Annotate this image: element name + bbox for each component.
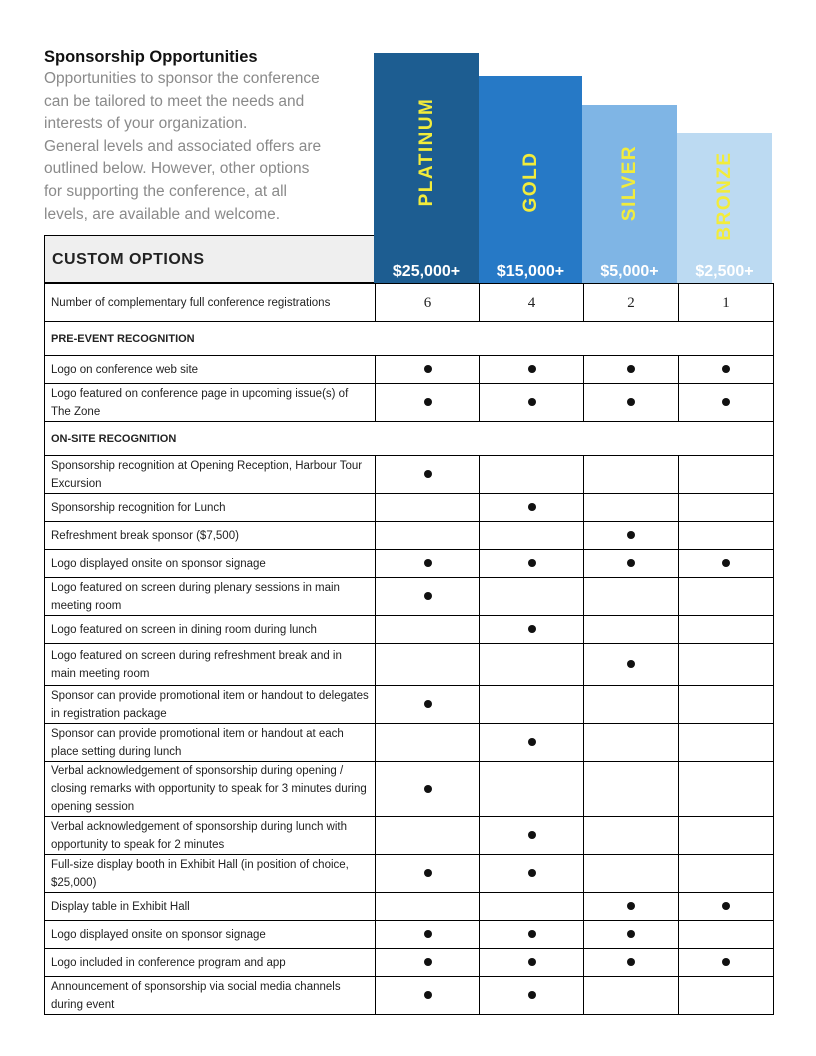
table-row: [45, 724, 774, 762]
registration-count: 2: [584, 284, 679, 322]
intro-line: for supporting the conference, at all: [44, 182, 287, 200]
tier-gold-cell: [480, 356, 584, 384]
tier-silver-cell: [584, 686, 679, 724]
included-bullet-icon: [528, 559, 536, 567]
tier-platinum-cell: [376, 762, 480, 817]
included-bullet-icon: [528, 625, 536, 633]
tier-price: $5,000+: [600, 263, 659, 280]
row-label: Logo featured on screen during plenary sessions in main meeting room: [45, 578, 376, 616]
table-row: [45, 356, 774, 384]
tier-silver-cell: [584, 921, 679, 949]
row-label: Full-size display booth in Exhibit Hall (in position of choice, $25,000): [45, 855, 376, 893]
row-label: Logo displayed onsite on sponsor signage: [45, 921, 376, 949]
row-label: Sponsorship recognition for Lunch: [45, 494, 376, 522]
tier-gold-cell: [480, 578, 584, 616]
row-label: Logo displayed onsite on sponsor signage: [45, 550, 376, 578]
tier-silver-cell: [584, 456, 679, 494]
tier-bronze-cell: [679, 456, 774, 494]
tier-gold-cell: [480, 384, 584, 422]
registration-count: 6: [376, 284, 480, 322]
tier-platinum-cell: [376, 644, 480, 686]
tier-bronze-cell: [679, 356, 774, 384]
included-bullet-icon: [627, 902, 635, 910]
page-title: Sponsorship Opportunities: [44, 48, 258, 66]
row-label: Logo featured on screen in dining room during lunch: [45, 616, 376, 644]
table-row: [45, 977, 774, 1015]
included-bullet-icon: [528, 398, 536, 406]
tier-platinum-cell: [376, 949, 480, 977]
included-bullet-icon: [424, 869, 432, 877]
custom-options-title: CUSTOM OPTIONS: [52, 251, 205, 268]
tier-gold-cell: [480, 724, 584, 762]
included-bullet-icon: [722, 902, 730, 910]
tier-platinum-cell: [376, 456, 480, 494]
row-label: Announcement of sponsorship via social media channels during event: [45, 977, 376, 1015]
table-row: [45, 456, 774, 494]
tier-bronze-cell: [679, 616, 774, 644]
included-bullet-icon: [627, 531, 635, 539]
row-label: Number of complementary full conference registrations: [45, 284, 376, 322]
tier-gold-cell: [480, 522, 584, 550]
tier-gold-cell: [480, 494, 584, 522]
tier-silver-cell: [584, 578, 679, 616]
included-bullet-icon: [424, 930, 432, 938]
row-label: Sponsorship recognition at Opening Reception, Harbour Tour Excursion: [45, 456, 376, 494]
tier-platinum-cell: [376, 855, 480, 893]
row-label: Logo featured on screen during refreshment break and in main meeting room: [45, 644, 376, 686]
row-label: Refreshment break sponsor ($7,500): [45, 522, 376, 550]
tier-silver-cell: [584, 616, 679, 644]
intro-line: levels, are available and welcome.: [44, 205, 281, 223]
included-bullet-icon: [627, 365, 635, 373]
custom-options-header: [44, 235, 374, 283]
tier-silver-cell: [584, 384, 679, 422]
tier-silver-cell: [584, 550, 679, 578]
included-bullet-icon: [528, 738, 536, 746]
registration-count: 1: [679, 284, 774, 322]
tier-bronze-cell: [679, 855, 774, 893]
included-bullet-icon: [424, 958, 432, 966]
row-label: Sponsor can provide promotional item or handout at each place setting during lunch: [45, 724, 376, 762]
sponsorship-table-body: [45, 284, 774, 1015]
tier-gold-cell: [480, 616, 584, 644]
section-title: PRE-EVENT RECOGNITION: [45, 322, 774, 356]
tier-silver-cell: [584, 644, 679, 686]
tier-gold-cell: [480, 921, 584, 949]
tier-platinum-cell: [376, 356, 480, 384]
intro-line: Opportunities to sponsor the conference: [44, 70, 320, 87]
included-bullet-icon: [424, 470, 432, 478]
table-row: [45, 762, 774, 817]
tier-bronze-cell: [679, 724, 774, 762]
included-bullet-icon: [722, 559, 730, 567]
tier-silver-header: [582, 105, 677, 284]
table-row: [45, 644, 774, 686]
tier-platinum-cell: [376, 893, 480, 921]
tier-silver-cell: [584, 356, 679, 384]
tier-bronze-cell: [679, 494, 774, 522]
section-header-row: [45, 322, 774, 356]
table-row: [45, 817, 774, 855]
tier-bronze-cell: [679, 550, 774, 578]
table-row: [45, 550, 774, 578]
intro-block: [44, 46, 374, 226]
tier-name: BRONZE: [713, 151, 735, 241]
tier-bronze-cell: [679, 921, 774, 949]
included-bullet-icon: [528, 831, 536, 839]
sponsorship-table: [44, 283, 774, 1015]
included-bullet-icon: [627, 398, 635, 406]
row-label: Verbal acknowledgement of sponsorship during lunch with opportunity to speak for 2 minutes: [45, 817, 376, 855]
included-bullet-icon: [528, 991, 536, 999]
table-row: [45, 686, 774, 724]
tier-gold-cell: [480, 949, 584, 977]
row-label: Logo included in conference program and app: [45, 949, 376, 977]
tier-gold-cell: [480, 550, 584, 578]
tier-platinum-cell: [376, 686, 480, 724]
table-row: [45, 855, 774, 893]
section-title: ON-SITE RECOGNITION: [45, 422, 774, 456]
table-row: [45, 616, 774, 644]
tier-gold-cell: [480, 855, 584, 893]
tier-gold-header: [479, 76, 582, 284]
tier-platinum-cell: [376, 578, 480, 616]
included-bullet-icon: [722, 958, 730, 966]
included-bullet-icon: [424, 592, 432, 600]
included-bullet-icon: [528, 930, 536, 938]
tier-bronze-cell: [679, 644, 774, 686]
included-bullet-icon: [424, 559, 432, 567]
included-bullet-icon: [424, 365, 432, 373]
tier-platinum-cell: [376, 494, 480, 522]
tier-silver-cell: [584, 949, 679, 977]
table-row: [45, 384, 774, 422]
intro-line: interests of your organization.: [44, 115, 248, 133]
included-bullet-icon: [722, 398, 730, 406]
included-bullet-icon: [528, 503, 536, 511]
tier-name: SILVER: [618, 144, 640, 222]
table-row: [45, 921, 774, 949]
tier-platinum-header: [374, 53, 479, 284]
tier-silver-cell: [584, 762, 679, 817]
table-row: [45, 893, 774, 921]
tier-silver-cell: [584, 817, 679, 855]
intro-line: can be tailored to meet the needs and: [44, 92, 305, 110]
intro-line: General levels and associated offers are: [44, 137, 322, 155]
tier-platinum-cell: [376, 817, 480, 855]
included-bullet-icon: [424, 991, 432, 999]
included-bullet-icon: [528, 958, 536, 966]
tier-silver-cell: [584, 977, 679, 1015]
tier-platinum-cell: [376, 616, 480, 644]
tier-gold-cell: [480, 977, 584, 1015]
tier-bronze-cell: [679, 522, 774, 550]
tier-gold-cell: [480, 893, 584, 921]
included-bullet-icon: [424, 398, 432, 406]
tier-price: $25,000+: [392, 263, 461, 280]
tier-gold-cell: [480, 762, 584, 817]
tier-price: $15,000+: [496, 263, 565, 280]
tier-gold-cell: [480, 644, 584, 686]
table-row: [45, 494, 774, 522]
included-bullet-icon: [424, 700, 432, 708]
tier-platinum-cell: [376, 550, 480, 578]
tier-bronze-cell: [679, 817, 774, 855]
row-label: Logo on conference web site: [45, 356, 376, 384]
tier-gold-cell: [480, 686, 584, 724]
table-row: [45, 949, 774, 977]
row-label: Sponsor can provide promotional item or handout to delegates in registration package: [45, 686, 376, 724]
tier-silver-cell: [584, 893, 679, 921]
included-bullet-icon: [627, 660, 635, 668]
intro-line: outlined below. However, other options: [44, 160, 310, 178]
tier-bronze-cell: [679, 949, 774, 977]
row-label: Display table in Exhibit Hall: [45, 893, 376, 921]
included-bullet-icon: [627, 930, 635, 938]
tier-bronze-cell: [679, 578, 774, 616]
tier-platinum-cell: [376, 921, 480, 949]
tier-gold-cell: [480, 817, 584, 855]
row-label: Logo featured on conference page in upcoming issue(s) of The Zone: [45, 384, 376, 422]
tier-name: PLATINUM: [415, 97, 437, 207]
tier-bronze-cell: [679, 686, 774, 724]
tier-silver-cell: [584, 855, 679, 893]
section-header-row: [45, 422, 774, 456]
included-bullet-icon: [528, 365, 536, 373]
tier-price: $2,500+: [695, 263, 754, 280]
included-bullet-icon: [424, 785, 432, 793]
table-row: [45, 578, 774, 616]
row-label: Verbal acknowledgement of sponsorship during opening / closing remarks with opportunity to speak for 3 minutes during opening session: [45, 762, 376, 817]
table-row: [45, 522, 774, 550]
tier-name: GOLD: [519, 151, 541, 213]
tier-gold-cell: [480, 456, 584, 494]
tier-platinum-cell: [376, 724, 480, 762]
table-row: [45, 284, 774, 322]
tier-platinum-cell: [376, 522, 480, 550]
tier-bronze-header: [677, 133, 772, 284]
tier-bronze-cell: [679, 977, 774, 1015]
tier-bronze-cell: [679, 893, 774, 921]
tier-platinum-cell: [376, 384, 480, 422]
tier-platinum-cell: [376, 977, 480, 1015]
registration-count: 4: [480, 284, 584, 322]
included-bullet-icon: [627, 559, 635, 567]
tier-silver-cell: [584, 724, 679, 762]
tier-silver-cell: [584, 522, 679, 550]
included-bullet-icon: [528, 869, 536, 877]
tier-bronze-cell: [679, 762, 774, 817]
included-bullet-icon: [722, 365, 730, 373]
tier-silver-cell: [584, 494, 679, 522]
tier-bronze-cell: [679, 384, 774, 422]
included-bullet-icon: [627, 958, 635, 966]
